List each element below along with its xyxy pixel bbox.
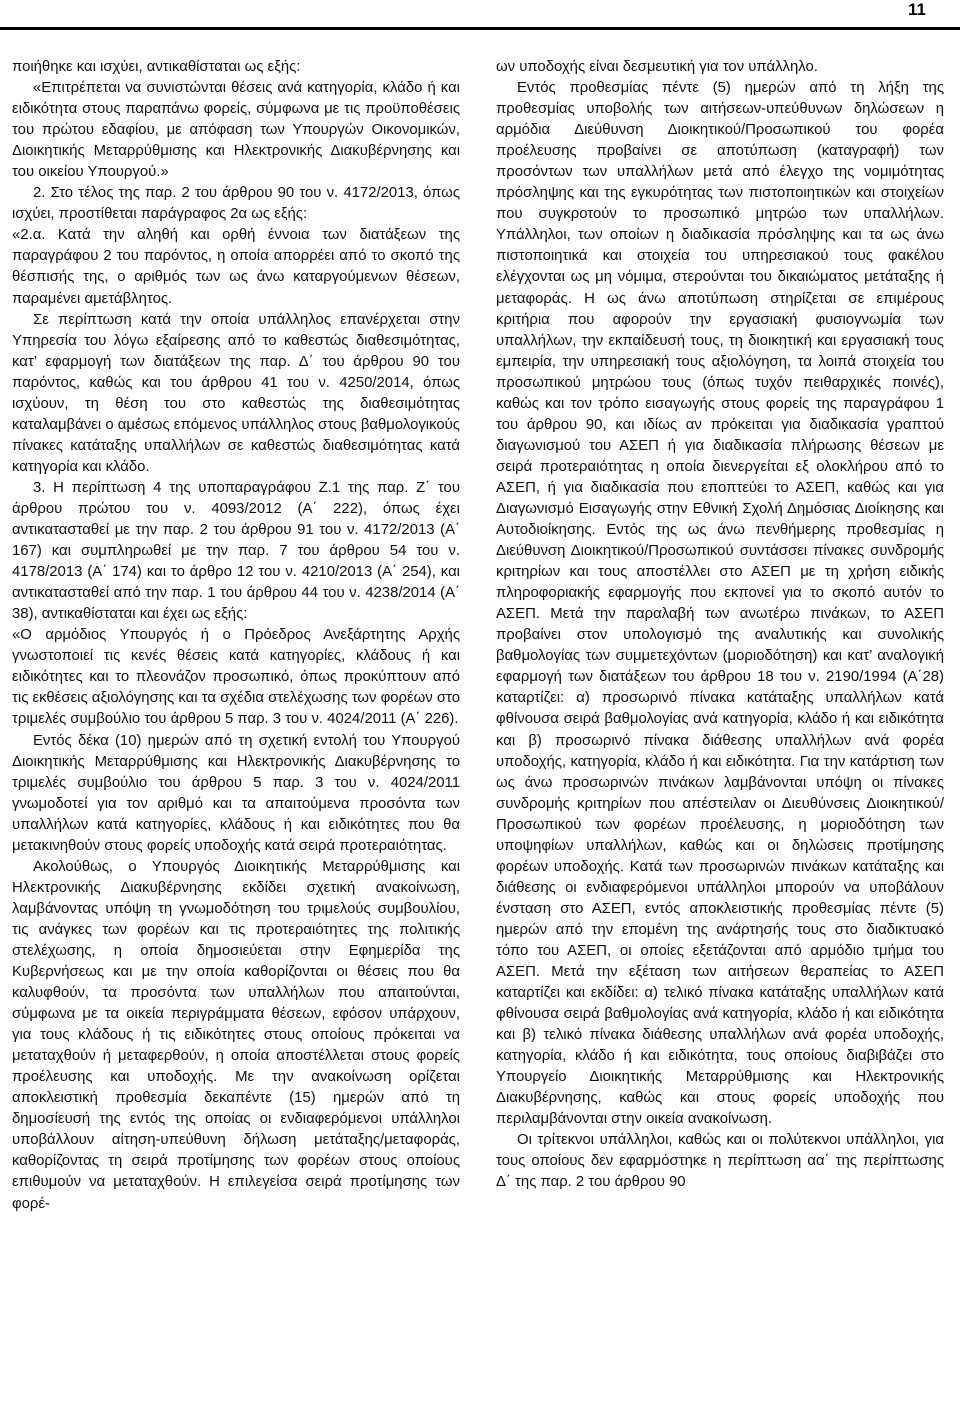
paragraph: Ακολούθως, ο Υπουργός Διοικητικής Μεταρρύθμισης και Ηλεκτρονικής Διακυβέρνησης εκδίδει σχετική ανακοίνωση, λαμβάνοντας υπόψη τη γνωμοδότηση του τριμελούς συμβουλίου, τις ανάγκες των φορέων και τις προτεραιότητες της πολιτικής στελέχωσης, η οποία δημοσιεύεται στην Εφημερίδα της Κυβερνήσεως και με την οποία καθορίζονται οι θέσεις που θα καλυφθούν, τα προσόντα των υπαλλήλων που απαιτούνται, σύμφωνα με τα οικεία περιγράμματα θέσεων, εφόσον υπάρχουν, για τους κλάδους ή τις ειδικότητες στους οποίους πρόκειται να μεταταχθούν ή μεταφερθούν, η οποία αποστέλλεται στους φορείς προέλευσης και υποδοχής. Με την ανακοίνωση ορίζεται αποκλειστική προθεσμία δεκαπέντε (15) ημερών από τη δημοσίευσή της εντός της οποίας οι ενδιαφερόμενοι υπάλληλοι υποβάλλουν αίτηση-υπεύθυνη δήλωση μετάταξης/μεταφοράς, καθορίζοντας τη σειρά προτίμησης των φορέων στους οποίους επιθυμούν να μεταταχθούν. Η επιλεγείσα σειρά προτίμησης των φορέ- — [12, 858, 460, 1212]
paragraph: 3. Η περίπτωση 4 της υποπαραγράφου Ζ.1 της παρ. Ζ΄ του άρθρου πρώτου του ν. 4093/2012 (Α΄ 222), όπως έχει αντικατασταθεί με την παρ. 2 του άρθρου 91 του ν. 4172/2013 (Α΄ 167) και συμπληρωθεί με την παρ. 7 του άρθρου 54 του ν. 4178/2013 (Α΄ 174) και το άρθρο 12 του ν. 4210/2013 (Α΄ 254), και αντικατασταθεί από την παρ. 1 του άρθρου 44 του ν. 4238/2014 (Α΄ 38), αντικαθίσταται και έχει ως εξής: — [12, 479, 460, 623]
paragraph: «Επιτρέπεται να συνιστώνται θέσεις ανά κατηγορία, κλάδο ή και ειδικότητα στους παραπάνω φορείς, σύμφωνα με τις προϋποθέσεις του πρώτου εδαφίου, με απόφαση των Υπουργών Οικονομικών, Διοικητικής Μεταρρύθμισης και Ηλεκτρονικής Διακυβέρνησης και του οικείου Υπουργού.» — [12, 80, 460, 181]
paragraph: Σε περίπτωση κατά την οποία υπάλληλος επανέρχεται στην Υπηρεσία του λόγω εξαίρεσης από το καθεστώς διαθεσιμότητας, κατ’ εφαρμογή των διατάξεων της παρ. Δ΄ του άρθρου 90 του παρόντος, καθώς και του άρθρου 41 του ν. 4250/2014, όπως ισχύουν, τη θέση του στο καθεστώς της διαθεσιμότητας καταλαμβάνει ο αμέσως επόμενος υπάλληλος στους βαθμολογικούς πίνακες κατάταξης υπαλλήλων σε καθεστώς διαθεσιμότητας κατά κατηγορία και κλάδο. — [12, 311, 460, 475]
paragraph: 2. Στο τέλος της παρ. 2 του άρθρου 90 του ν. 4172/2013, όπως ισχύει, προστίθεται παράγραφος 2α ως εξής: — [12, 185, 460, 223]
right-column — [496, 57, 944, 1407]
paragraph: «2.α. Κατά την αληθή και ορθή έννοια των διατάξεων της παραγράφου 2 του παρόντος, η οποία απορρέει από το σκοπό της θέσπισής της, ο αριθμός των ως άνω καταργούμενων θέσεων, παραμένει αμετάβλητος. — [12, 227, 460, 307]
left-column — [12, 57, 460, 1407]
page-number: 11 — [908, 0, 926, 19]
header-rule — [0, 27, 960, 30]
paragraph: Εντός δέκα (10) ημερών από τη σχετική εντολή του Υπουργού Διοικητικής Μεταρρύθμισης και Ηλεκτρονικής Διακυβέρνησης το τριμελές συμβούλιο του άρθρου 5 παρ. 3 του ν. 4024/2011 γνωμοδοτεί για τον αριθμό και τα απαιτούμενα προσόντα των υπαλλήλων κατά κατηγορίες, κλάδους ή και ειδικότητες που θα μετακινηθούν στους φορείς υποδοχής κατά σειρά προτεραιότητας. — [12, 732, 460, 854]
paragraph: ποιήθηκε και ισχύει, αντικαθίσταται ως εξής: — [12, 59, 301, 75]
paragraph: ων υποδοχής είναι δεσμευτική για τον υπάλληλο. — [496, 59, 818, 75]
paragraph: «Ο αρμόδιος Υπουργός ή ο Πρόεδρος Ανεξάρτητης Αρχής γνωστοποιεί τις κενές θέσεις κατά κατηγορίες, κλάδους ή και ειδικότητες και το πλεονάζον προσωπικό, όπως προκύπτουν από τις εκθέσεις αξιολόγησης και τα σχέδια στελέχωσης των φορέων στο τριμελές συμβούλιο του άρθρου 5 παρ. 3 του ν. 4024/2011 (Α΄ 226). — [12, 627, 460, 728]
paragraph: Οι τρίτεκνοι υπάλληλοι, καθώς και οι πολύτεκνοι υπάλληλοι, για τους οποίους δεν εφαρμόστηκε η περίπτωση αα΄ της περίπτωσης Δ΄ της παρ. 2 του άρθρου 90 — [496, 1132, 944, 1191]
paragraph: Εντός προθεσμίας πέντε (5) ημερών από τη λήξη της προθεσμίας υποβολής των αιτήσεων-υπεύθυνων δηλώσεων η αρμόδια Διεύθυνση Διοικητικού/Προσωπικού του φορέα προέλευσης προβαίνει σε αποτύπωση (καταγραφή) των προσόντων των υπαλλήλων μετά από έλεγχο της νομιμότητας πρόσληψης και της εγκυρότητας των πιστοποιητικών και στοιχείων που συγκροτούν το προσωπικό μητρώο των υπαλλήλων. Υπάλληλοι, των οποίων η διαδικασία πρόσληψης και τα ως άνω πιστοποιητικά και στοιχεία του υπηρεσιακού τους φακέλου ελέγχονται ως μη νόμιμα, στερούνται του δικαιώματος μετάταξης ή μεταφοράς. Η ως άνω αποτύπωση στηρίζεται σε επιμέρους κριτήρια που αφορούν την εργασιακή φυσιογνωμία των υπαλλήλων, την εκπαίδευσή τους, τη διοικητική και εργασιακή τους εμπειρία, την υπηρεσιακή τους αξιολόγηση, τα λοιπά στοιχεία του προσωπικού μητρώου τους (όπως τυχόν πειθαρχικές ποινές), καθώς και τον τρόπο εισαγωγής στους φορείς της παραγράφου 1 του άρθρου 90, και ιδίως αν πρόκειται για διαδικασία γραπτού διαγωνισμού του ΑΣΕΠ ή για διαδικασία πλήρωσης θέσεων με σειρά προτεραιότητας η οποία διενεργείται εξ ολοκλήρου από το ΑΣΕΠ, ή για διαδικασία που εποπτεύει το ΑΣΕΠ, καθώς και για Διαγωνισμό Εισαγωγής στην Εθνική Σχολή Δημόσιας Διοίκησης και Αυτοδιοίκησης. Εντός της ως άνω πενθήμερης προθεσμίας η Διεύθυνση Διοικητικού/Προσωπικού συντάσσει πίνακες συνδρομής κριτηρίων και τους αποστέλλει στο ΑΣΕΠ με τη χρήση ειδικής πληροφοριακής εφαρμογής που εκπονεί για το σκοπό αυτόν το ΑΣΕΠ. Μετά την παραλαβή των ανωτέρω πινάκων, το ΑΣΕΠ προβαίνει στον υπολογισμό της αναλυτικής και συνολικής βαθμολογίας των συμμετεχόντων (μοριοδότηση) και κατ’ αναλογική εφαρμογή των διατάξεων του άρθρου 18 του ν. 2190/1994 (Α΄28) καταρτίζει: α) προσωρινό πίνακα κατάταξης υπαλλήλων κατά φθίνουσα σειρά βαθμολογίας ανά κατηγορία, κλάδο ή και ειδικότητα και β) προσωρινό πίνακα διάθεσης υπαλλήλων ανά φορέα υποδοχής, κατηγορία, κλάδο ή και ειδικότητα. Για την κατάρτιση των ως άνω προσωρινών πινάκων λαμβάνονται υπόψη οι πίνακες συνδρομής κριτηρίων που απέστειλαν οι Διευθύνσεις Διοικητικού/Προσωπικού των φορέων προέλευσης, η μοριοδότηση των υποψηφίων υπαλλήλων, καθώς και οι δηλώσεις προτίμησης φορέων υποδοχής. Κατά των προσωρινών πινάκων κατάταξης και διάθεσης οι ενδιαφερόμενοι υπάλληλοι μπορούν να υποβάλουν ένσταση στο ΑΣΕΠ, εντός αποκλειστικής προθεσμίας πέντε (5) ημερών από την επομένη της ανάρτησής τους στο διαδικτυακό τόπο του ΑΣΕΠ, οι οποίες εξετάζονται από αρμόδιο τμήμα του ΑΣΕΠ. Μετά την εξέταση των αιτήσεων θεραπείας το ΑΣΕΠ καταρτίζει και εκδίδει: α) τελικό πίνακα κατάταξης υπαλλήλων κατά φθίνουσα σειρά βαθμολογίας ανά κατηγορία, κλάδο ή και ειδικότητα και β) τελικό πίνακα διάθεσης υπαλλήλων ανά φορέα υποδοχής, κατηγορία, κλάδο ή και ειδικότητα, τους οποίους διαβιβάζει στο Υπουργείο Διοικητικής Μεταρρύθμισης και Ηλεκτρονικής Διακυβέρνησης, καθώς και στους φορείς υποδοχής που περιλαμβάνονται στην οικεία ανακοίνωση. — [496, 80, 944, 1128]
